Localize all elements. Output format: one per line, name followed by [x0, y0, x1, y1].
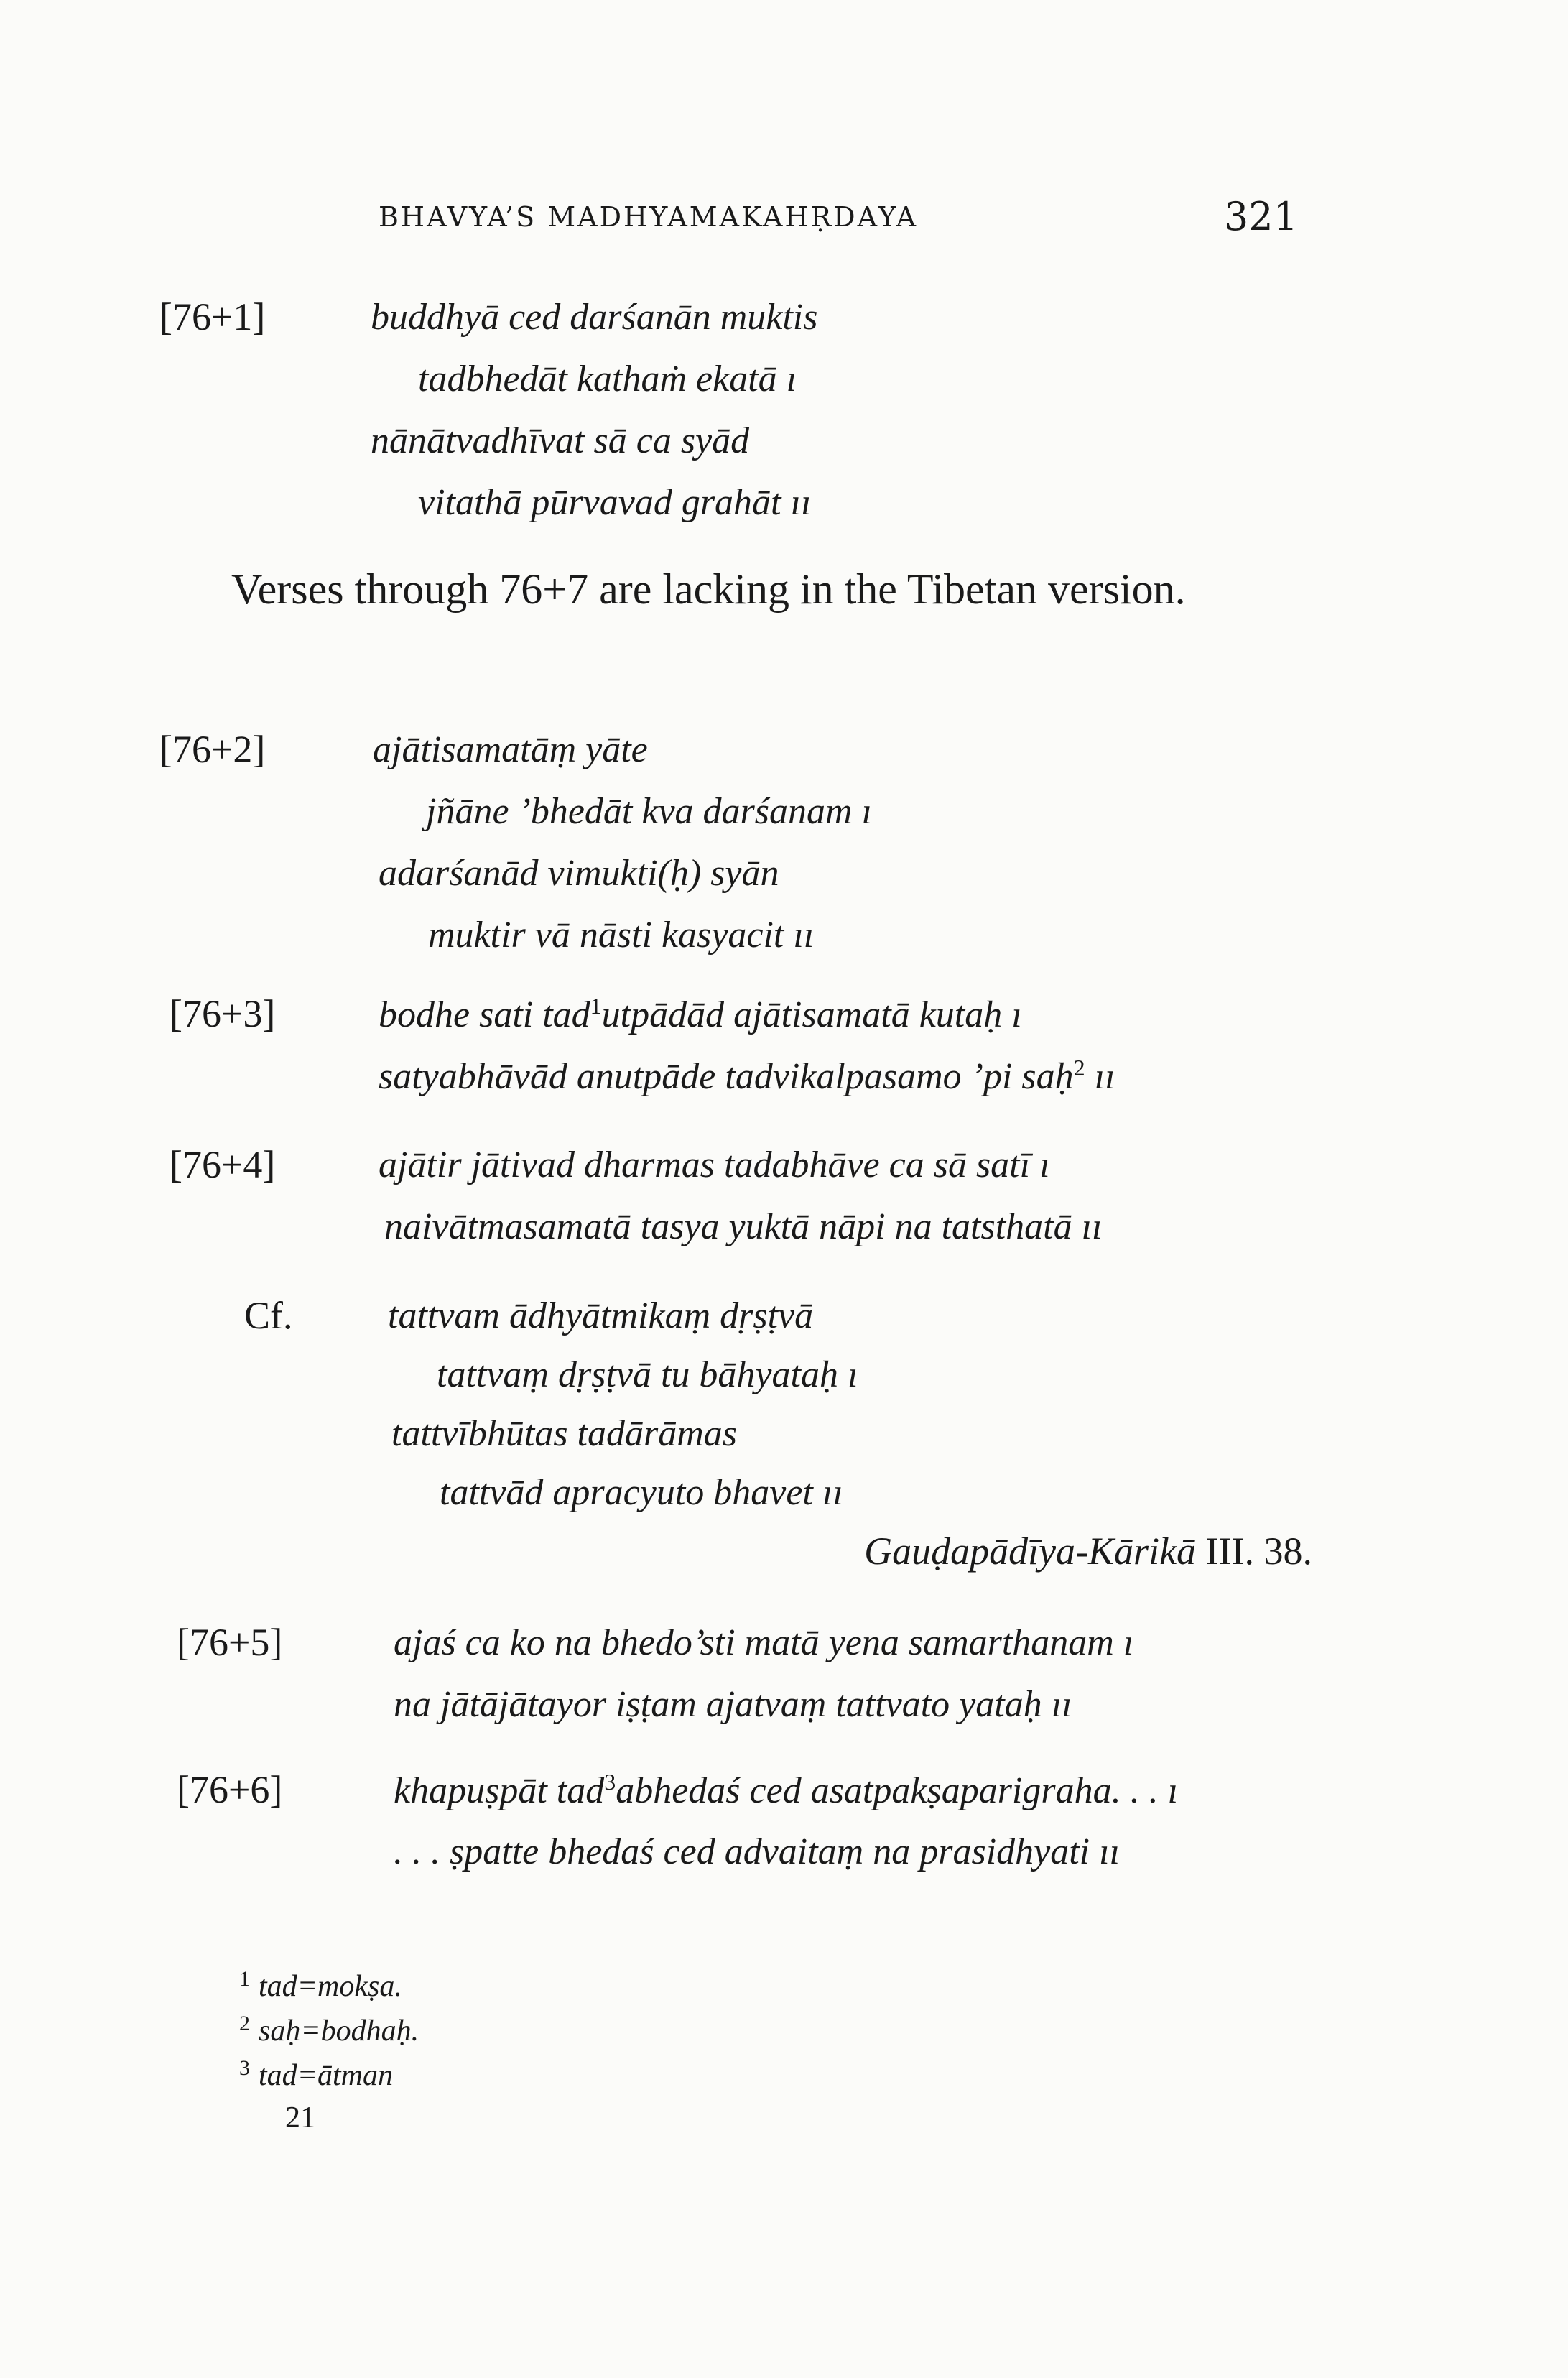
verse-line: muktir vā nāsti kasyacit ıı: [428, 915, 815, 956]
verse-line: buddhyā ced darśanān muktis: [371, 297, 818, 338]
verse-number: [76+1]: [159, 295, 266, 338]
verse-number: [76+4]: [170, 1143, 276, 1186]
verse-number: [76+2]: [159, 728, 266, 771]
footnote-ref: 2: [1073, 1055, 1085, 1081]
signature-mark: 21: [285, 2101, 315, 2134]
verse-line: [379, 1055, 1115, 1098]
footnote-1: [239, 1967, 419, 2012]
prose-note: Verses through 76+7 are lacking in the Tibetan version.: [231, 565, 1186, 613]
verse-line: vitathā pūrvavad grahāt ıı: [418, 482, 812, 523]
verse-line: ajaś ca ko na bhedo’sti matā yena samarthanam ı: [394, 1622, 1134, 1663]
verse-text: khapuṣpāt tad: [394, 1770, 605, 1811]
verse-text: bodhe sati tad: [379, 994, 590, 1035]
footnote-2: [239, 2012, 419, 2056]
footnote-mark: 1: [239, 1967, 250, 1991]
verse-line: nānātvadhīvat sā ca syād: [371, 420, 750, 461]
verse-line: adarśanād vimukti(ḥ) syān: [379, 853, 779, 894]
verse-line: tattvaṃ dṛṣṭvā tu bāhyataḥ ı: [437, 1354, 858, 1395]
verse-line: tattvād apracyuto bhavet ıı: [440, 1472, 843, 1513]
verse-line: tattvam ādhyātmikaṃ dṛṣṭvā: [388, 1295, 814, 1336]
verse-line: tattvībhūtas tadārāmas: [391, 1413, 738, 1454]
verse-line: ajātir jātivad dharmas tadabhāve ca sā satī ı: [379, 1144, 1050, 1185]
running-head: BHAVYA’S MADHYAMAKAHṚDAYA: [379, 201, 919, 233]
verse-text: ıı: [1085, 1056, 1115, 1097]
verse-text: abhedaś ced asatpakṣaparigraha. . . ı: [616, 1770, 1179, 1811]
verse-line: [379, 993, 1022, 1036]
verse-line: ajātisamatāṃ yāte: [373, 729, 648, 770]
footnote-text: saḥ=bodhaḥ.: [259, 2014, 419, 2048]
verse-line: . . . ṣpatte bhedaś ced advaitaṃ na prasidhyati ıı: [394, 1831, 1121, 1872]
verse-line: [394, 1769, 1178, 1812]
verse-line: tadbhedāt kathaṁ ekatā ı: [418, 358, 797, 399]
verse-line: jñāne ’bhedāt kva darśanam ı: [426, 791, 873, 832]
footnote-3: [239, 2056, 419, 2101]
verse-text: utpādād ajātisamatā kutaḥ ı: [601, 994, 1022, 1035]
verse-number: [76+6]: [177, 1768, 283, 1811]
footnote-ref: 3: [604, 1769, 616, 1795]
citation-ref: III. 38.: [1196, 1530, 1312, 1573]
footnotes: [239, 1967, 419, 2145]
footnote-text: tad=ātman: [259, 2059, 394, 2092]
verse-number: [76+3]: [170, 992, 276, 1035]
verse-line: naivātmasamatā tasya yuktā nāpi na tatsthatā ıı: [384, 1206, 1103, 1247]
citation: [864, 1529, 1312, 1573]
citation-title: Gauḍapādīya-Kārikā: [864, 1530, 1197, 1573]
cf-label: Cf.: [244, 1294, 293, 1337]
verse-line: na jātājātayor iṣṭam ajatvaṃ tattvato yataḥ ıı: [394, 1684, 1072, 1725]
verse-text: satyabhāvād anutpāde tadvikalpasamo ’pi saḥ: [379, 1056, 1074, 1097]
page-number: 321: [1223, 194, 1298, 239]
verse-number: [76+5]: [177, 1621, 283, 1664]
footnote-mark: 2: [239, 2012, 250, 2035]
footnote-ref: 1: [590, 993, 602, 1019]
page-header: [379, 194, 1298, 251]
footnote-mark: 3: [239, 2056, 250, 2080]
footnote-text: tad=mokṣa.: [259, 1970, 402, 2003]
